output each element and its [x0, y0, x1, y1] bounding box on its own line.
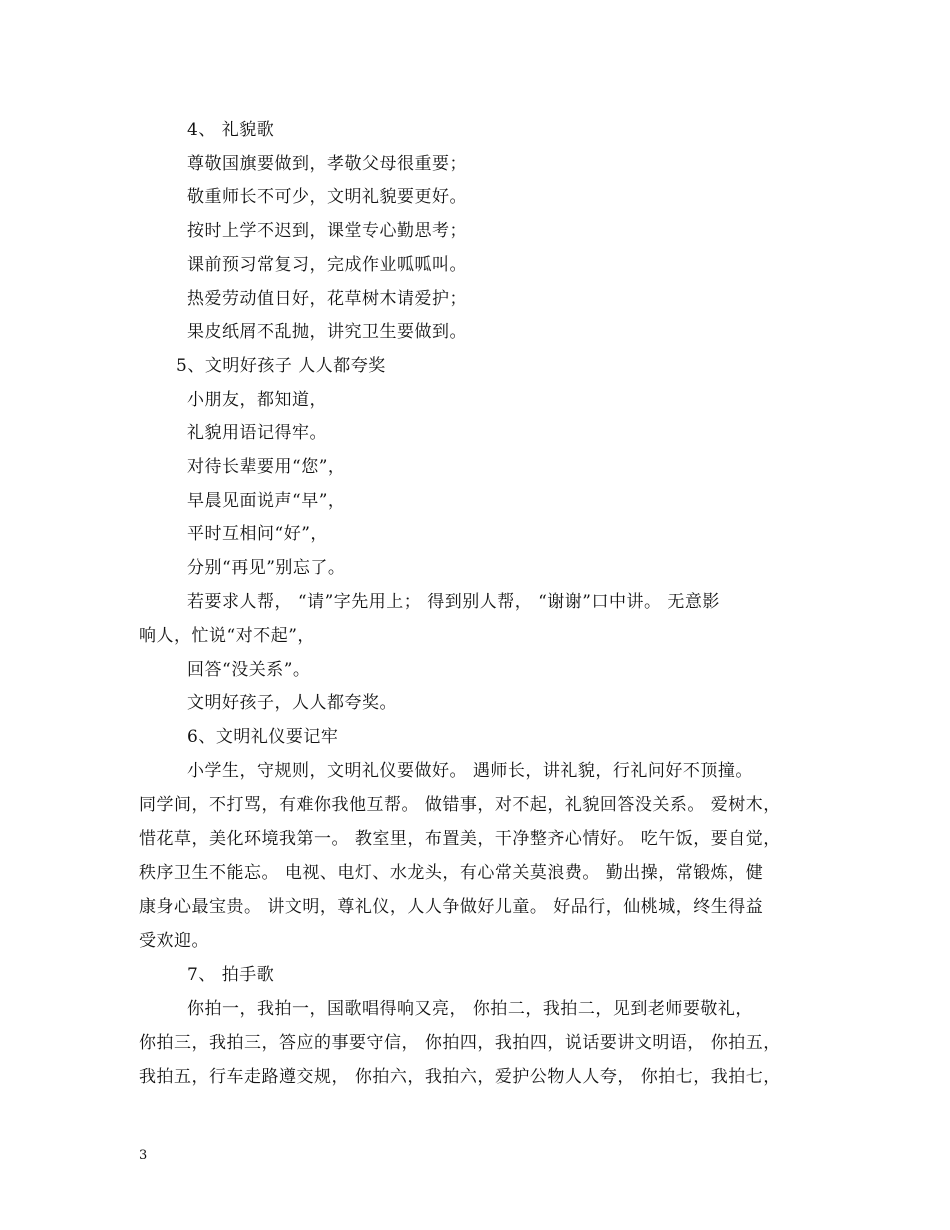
text-line: 你拍三，我拍三，答应的事要守信， 你拍四，我拍四，说话要讲文明语， 你拍五，	[139, 1033, 781, 1053]
text-line: 文明好孩子，人人都夸奖。	[187, 693, 397, 713]
text-line: 小学生，守规则，文明礼仪要做好。 遇师长，讲礼貌，行礼问好不顶撞。	[187, 761, 753, 781]
text-line: 按时上学不迟到，课堂专心勤思考；	[187, 221, 467, 241]
text-line: 热爱劳动值日好，花草树木请爱护；	[187, 289, 467, 309]
text-line: 若要求人帮， “请”字先用上； 得到别人帮， “谢谢”口中讲。 无意影	[187, 592, 720, 612]
text-line: 对待长辈要用“您”，	[187, 457, 346, 477]
section-heading-4: 4、 礼貌歌	[187, 120, 275, 140]
text-line: 同学间，不打骂，有难你我他互帮。 做错事，对不起，礼貌回答没关系。 爱树木，	[139, 795, 781, 815]
text-line: 回答“没关系”。	[187, 660, 311, 680]
text-line: 康身心最宝贵。 讲文明，尊礼仪，人人争做好儿童。 好品行，仙桃城，终生得益	[139, 897, 764, 917]
text-line: 平时互相问“好”，	[187, 524, 328, 544]
text-line: 你拍一，我拍一，国歌唱得响又亮， 你拍二，我拍二，见到老师要敬礼，	[187, 999, 753, 1019]
text-line: 小朋友，都知道，	[187, 390, 327, 410]
text-line: 礼貌用语记得牢。	[187, 423, 327, 443]
section-heading-6: 6、文明礼仪要记牢	[187, 727, 339, 747]
text-line: 尊敬国旗要做到，孝敬父母很重要；	[187, 154, 467, 174]
text-line: 课前预习常复习，完成作业呱呱叫。	[187, 255, 467, 275]
page-number: 3	[139, 1148, 148, 1163]
text-line: 惜花草，美化环境我第一。 教室里，布置美，干净整齐心情好。 吃午饭，要自觉，	[139, 829, 781, 849]
text-line: 分别“再见”别忘了。	[187, 558, 346, 578]
text-line: 早晨见面说声“早”，	[187, 491, 346, 511]
section-heading-7: 7、 拍手歌	[187, 965, 275, 985]
section-heading-5: 5、文明好孩子 人人都夸奖	[176, 356, 386, 376]
text-line: 敬重师长不可少，文明礼貌要更好。	[187, 187, 467, 207]
text-line: 受欢迎。	[139, 931, 209, 951]
text-line: 秩序卫生不能忘。 电视、电灯、水龙头，有心常关莫浪费。 勤出操，常锻炼，健	[139, 863, 764, 883]
text-line: 我拍五，行车走路遵交规， 你拍六，我拍六，爱护公物人人夸， 你拍七，我拍七，	[139, 1067, 781, 1087]
text-line: 果皮纸屑不乱抛，讲究卫生要做到。	[187, 322, 467, 342]
text-line: 响人，忙说“对不起”，	[139, 626, 315, 646]
